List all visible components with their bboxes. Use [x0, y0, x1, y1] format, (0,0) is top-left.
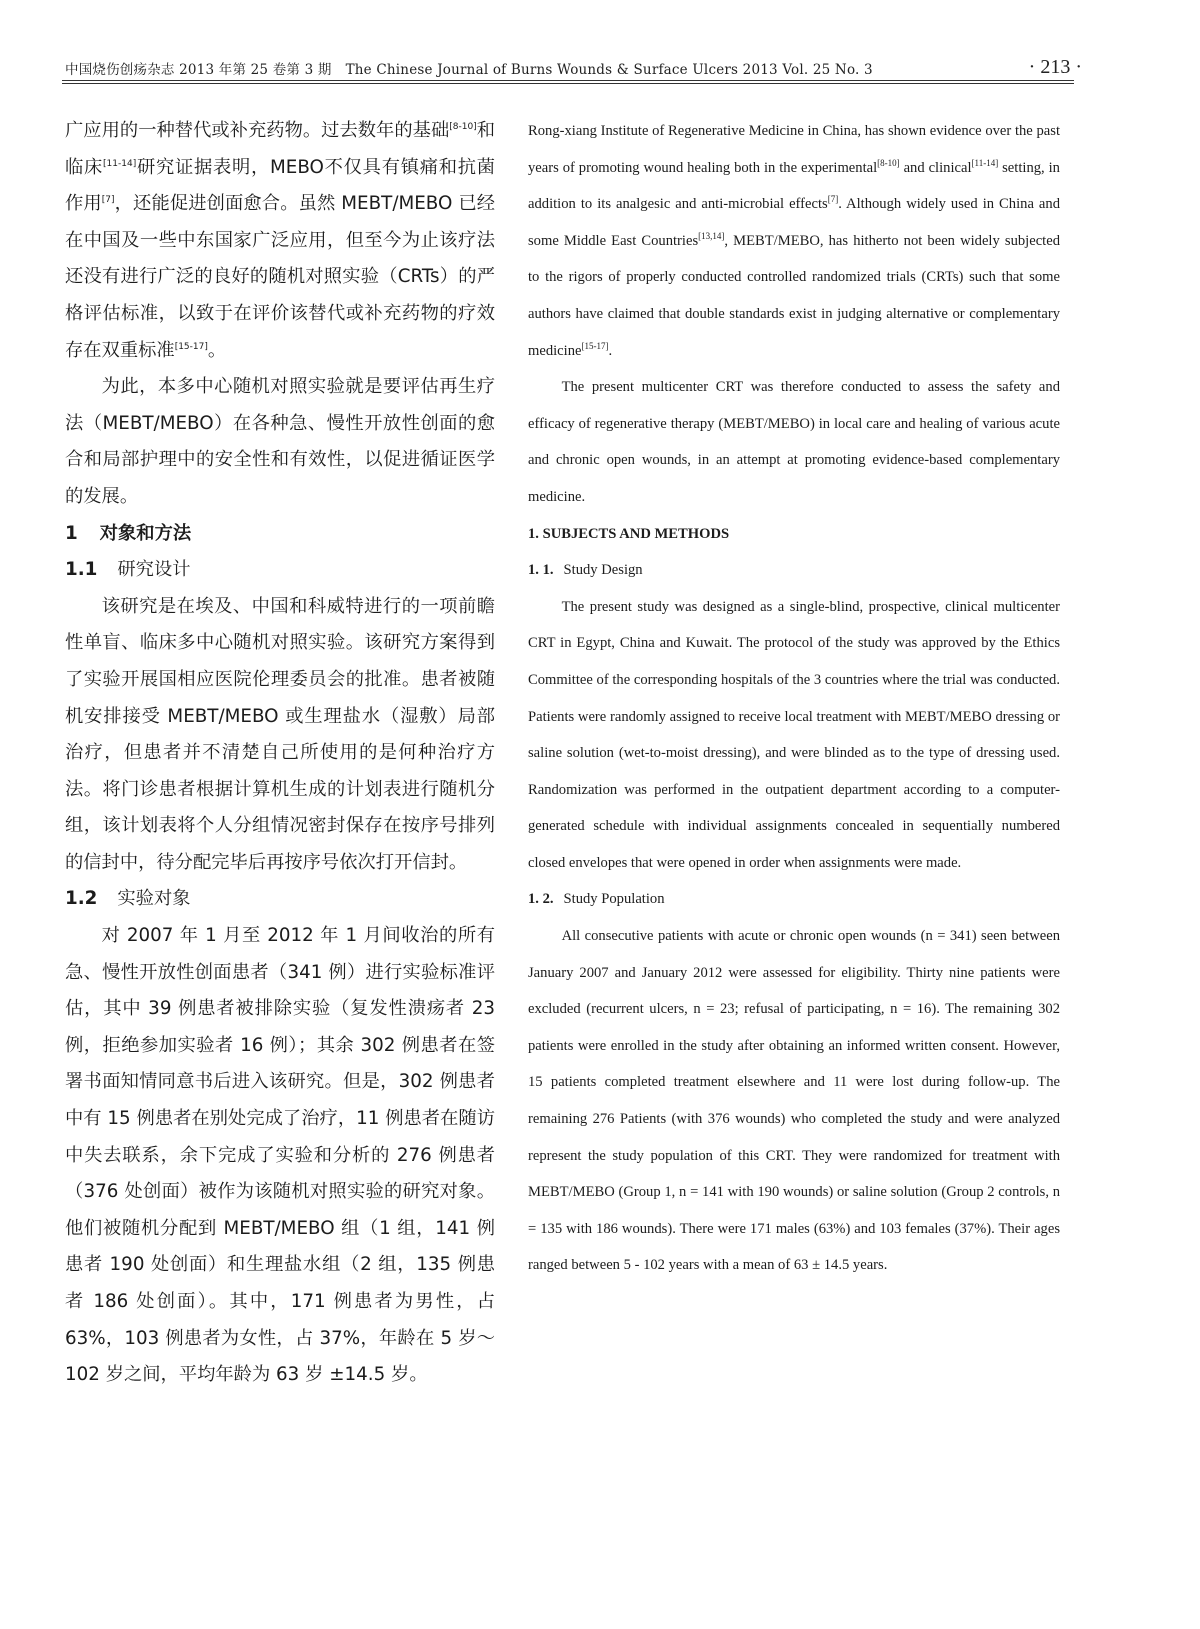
left-column-chinese	[65, 113, 495, 1394]
citation: [7]	[827, 194, 839, 205]
citation: [15-17]	[174, 341, 208, 352]
citation: [11-14]	[971, 157, 999, 168]
cn-subsection-heading-population: 1.2 实验对象	[65, 888, 191, 910]
header-rule	[62, 80, 1074, 81]
en-paragraph-aim: The present multicenter CRT was therefore conducted to assess the safety and efficacy of regenerative therapy (MEBT/MEBO) in local care and healing of various acute and chronic open wounds, in an attempt at promoting evidence-based complementary medicine.	[528, 379, 1060, 505]
cn-paragraph-design: 该研究是在埃及、中国和科威特进行的一项前瞻性单盲、临床多中心随机对照实验。该研究方案得到了实验开展国相应医院伦理委员会的批准。患者被随机安排接受 MEBT/MEBO 或生理盐水（湿敷）局部治疗，但患者并不清楚自己所使用的是何种治疗方法。将门诊患者根据计算机生成的计划表进行随机分组，该计划表将个人分组情况密封保存在按序号排列的信封中，待分配完毕后再按序号依次打开信封。	[65, 595, 495, 873]
citation: [13,14]	[698, 230, 725, 241]
page-number: · 213 ·	[1028, 56, 1082, 78]
citation: [11-14]	[103, 158, 137, 169]
cn-subsection-heading-design: 1.1 研究设计	[65, 559, 191, 581]
cn-paragraph-intro: 广应用的一种替代或补充药物。过去数年的基础[8-10]和临床[11-14]研究证据表明，MEBO不仅具有镇痛和抗菌作用[7]，还能促进创面愈合。虽然 MEBT/MEBO 已经在中国及一些中东国家广泛应用，但至今为止该疗法还没有进行广泛的良好的随机对照实验（CRTs）的严格评估标准，以致于在评价该替代或补充药物的疗效存在双重标准[15-17]。	[65, 120, 496, 361]
en-paragraph-population: All consecutive patients with acute or chronic open wounds (n = 341) seen between January 2007 and January 2012 were assessed for eligibility. Thirty nine patients were excluded (recurrent ulcers, n = 23; refusal of participating, n = 16). The remaining 302 patients were enrolled in the study after obtaining an informed written consent. However, 15 patients completed treatment elsewhere and 11 were lost during follow-up. The remaining 276 Patients (with 376 wounds) who completed the study and were analyzed represent the study population of this CRT. They were randomized for treatment with MEBT/MEBO (Group 1, n = 141 with 190 wounds) or saline solution (Group 2 controls, n = 135 with 186 wounds). There were 171 males (63%) and 103 females (37%). Their ages ranged between 5 - 102 years with a mean of 63 ± 14.5 years.	[528, 928, 1060, 1274]
citation: [8-10]	[449, 121, 477, 132]
header-rule-thin	[62, 83, 1074, 84]
en-subsection-heading-population: 1. 2. Study Population	[528, 891, 665, 908]
en-paragraph-design: The present study was designed as a single-blind, prospective, clinical multicenter CRT in Egypt, China and Kuwait. The protocol of the study was approved by the Ethics Committee of the corresponding hospitals of the 3 countries where the trial was conducted. Patients were randomly assigned to receive local treatment with MEBT/MEBO dressing or saline solution (wet-to-moist dressing), and were blinded as to the type of dressing used. Randomization was performed in the outpatient department according to a computer-generated schedule with individual assignments concealed in sequentially numbered closed envelopes that were opened in order when assignments were made.	[528, 598, 1060, 871]
running-header	[65, 58, 1065, 78]
en-section-heading: 1. SUBJECTS AND METHODS	[528, 525, 730, 542]
cn-paragraph-aim: 为此，本多中心随机对照实验就是要评估再生疗法（MEBT/MEBO）在各种急、慢性开放性创面的愈合和局部护理中的安全性和有效性，以促进循证医学的发展。	[65, 376, 495, 507]
right-column-english	[528, 113, 1060, 1284]
cn-paragraph-population: 对 2007 年 1 月至 2012 年 1 月间收治的所有急、慢性开放性创面患者（341 例）进行实验标准评估，其中 39 例患者被排除实验（复发性溃疡者 23 例，拒绝参加实验者 16 例）；其余 302 例患者在签署书面知情同意书后进入该研究。但是，302 例患者中有 15 例患者在别处完成了治疗，11 例患者在随访中失去联系，余下完成了实验和分析的 276 例患者（376 处创面）被作为该随机对照实验的研究对象。他们被随机分配到 MEBT/MEBO 组（1 组，141 例患者 190 处创面）和生理盐水组（2 组，135 例患者 186 处创面）。其中，171 例患者为男性，占 63%，103 例患者为女性，占 37%，年龄在 5 岁～102 岁之间，平均年龄为 63 岁 ±14.5 岁。	[65, 925, 495, 1386]
citation: [7]	[101, 195, 115, 206]
journal-title-cn: 中国烧伤创疡杂志 2013 年第 25 卷第 3 期	[65, 62, 332, 78]
en-paragraph-intro: Rong-xiang Institute of Regenerative Medicine in China, has shown evidence over the past years of promoting wound healing both in the experimental[8-10] and clinical[11-14] setting, in addition to its analgesic and anti-microbial effects[7]. Although widely used in China and some Middle East Countries[13,14], MEBT/MEBO, has hitherto not been widely subjected to the rigors of properly conducted controlled randomized trials (CRTs) such that some authors have claimed that double standards exist in judging alternative or complementary medicine[15-17].	[528, 123, 1061, 359]
en-subsection-heading-design: 1. 1. Study Design	[528, 562, 643, 579]
cn-section-heading: 1 对象和方法	[65, 522, 192, 544]
journal-title-en: The Chinese Journal of Burns Wounds & Surface Ulcers 2013 Vol. 25 No. 3	[345, 62, 873, 78]
citation: [8-10]	[877, 157, 900, 168]
citation: [15-17]	[581, 340, 609, 351]
